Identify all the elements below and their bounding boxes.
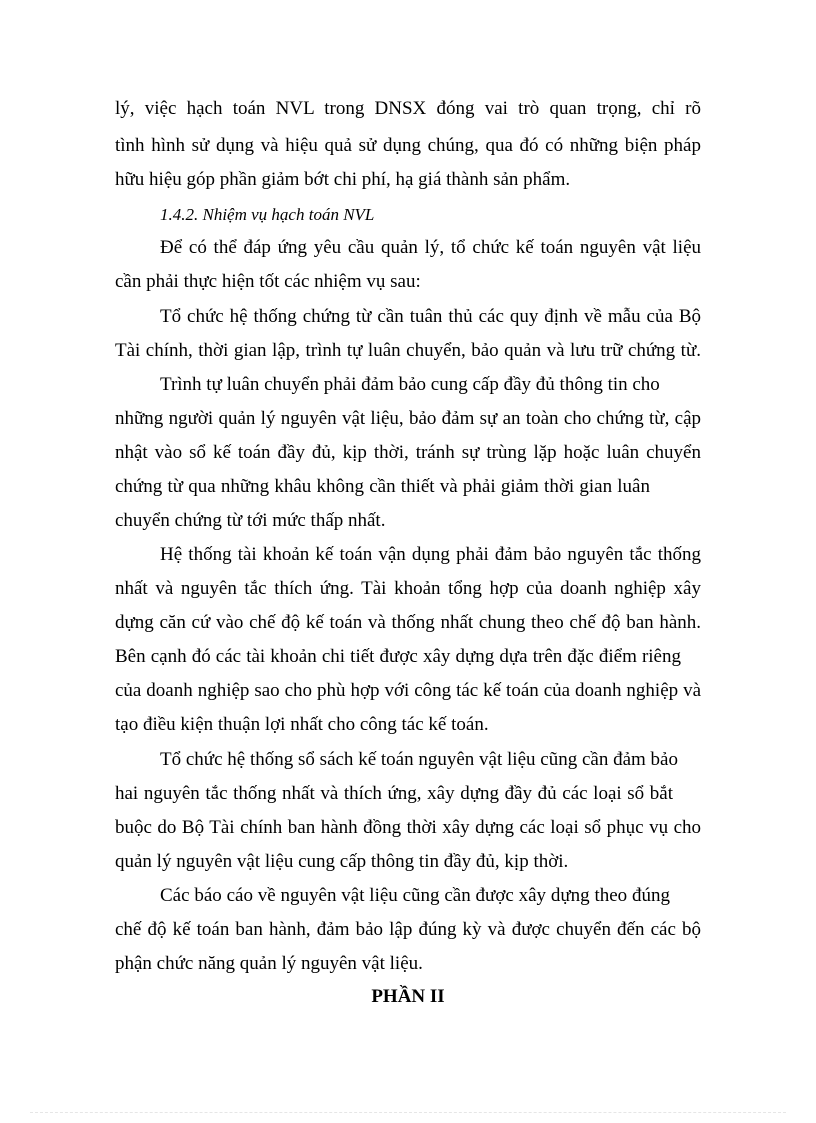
text-line: cần phải thực hiện tốt các nhiệm vụ sau: <box>115 271 421 292</box>
text-line: tạo điều kiện thuận lợi nhất cho công tác kế toán. <box>115 714 489 735</box>
paragraph-first-line: Trình tự luân chuyển phải đảm bảo cung cấp đầy đủ thông tin cho <box>160 374 660 395</box>
paragraph-first-line: Các báo cáo về nguyên vật liệu cũng cần được xây dựng theo đúng <box>160 885 670 906</box>
text-line: hai nguyên tắc thống nhất và thích ứng, xây dựng đầy đủ các loại sổ bắt <box>115 783 673 804</box>
part-title: PHẦN II <box>371 986 445 1007</box>
text-line: lý, việc hạch toán NVL trong DNSX đóng vai trò quan trọng, chỉ rõ <box>115 98 701 119</box>
text-line: Bên cạnh đó các tài khoản chi tiết được xây dựng dựa trên đặc điểm riêng <box>115 646 681 667</box>
paragraph-first-line: Tổ chức hệ thống sổ sách kế toán nguyên vật liệu cũng cần đảm bảo <box>160 749 678 770</box>
text-line: của doanh nghiệp sao cho phù hợp với công tác kế toán của doanh nghiệp và <box>115 680 701 701</box>
text-line: phận chức năng quản lý nguyên vật liệu. <box>115 953 423 974</box>
paragraph-first-line: Hệ thống tài khoản kế toán vận dụng phải đảm bảo nguyên tắc thống <box>160 544 701 565</box>
text-line: nhật vào sổ kế toán đầy đủ, kịp thời, tránh sự trùng lặp hoặc luân chuyển <box>115 442 701 463</box>
text-line: chế độ kế toán ban hành, đảm bảo lập đúng kỳ và được chuyển đến các bộ <box>115 919 701 940</box>
text-line: buộc do Bộ Tài chính ban hành đồng thời xây dựng các loại sổ phục vụ cho <box>115 817 701 838</box>
text-line: chứng từ qua những khâu không cần thiết và phải giảm thời gian luân <box>115 476 650 497</box>
page-bottom-divider <box>30 1112 786 1113</box>
text-line: những người quản lý nguyên vật liệu, bảo đảm sự an toàn cho chứng từ, cập <box>115 408 701 429</box>
text-line: hữu hiệu góp phần giảm bớt chi phí, hạ giá thành sản phẩm. <box>115 169 571 190</box>
text-line: quản lý nguyên vật liệu cung cấp thông tin đầy đủ, kịp thời. <box>115 851 569 872</box>
text-line: nhất và nguyên tắc thích ứng. Tài khoản tổng hợp của doanh nghiệp xây <box>115 578 701 599</box>
text-line: chuyển chứng từ tới mức thấp nhất. <box>115 510 386 531</box>
paragraph-first-line: Để có thể đáp ứng yêu cầu quản lý, tổ chức kế toán nguyên vật liệu <box>160 237 701 258</box>
paragraph-first-line: Tổ chức hệ thống chứng từ cần tuân thủ các quy định về mẫu của Bộ <box>160 306 701 327</box>
text-line: Tài chính, thời gian lập, trình tự luân chuyển, bảo quản và lưu trữ chứng từ. <box>115 340 701 361</box>
section-heading: 1.4.2. Nhiệm vụ hạch toán NVL <box>160 205 375 224</box>
text-line: dựng căn cứ vào chế độ kế toán và thống nhất chung theo chế độ ban hành. <box>115 612 701 633</box>
text-line: tình hình sử dụng và hiệu quả sử dụng chúng, qua đó có những biện pháp <box>115 135 701 156</box>
